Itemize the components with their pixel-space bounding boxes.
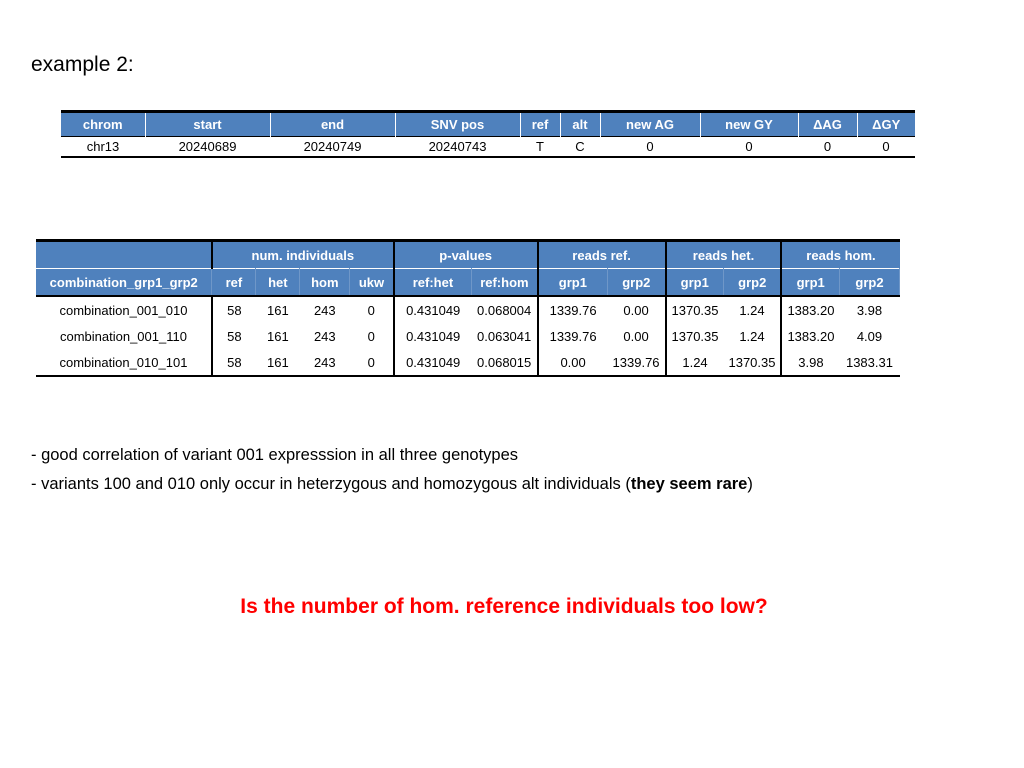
table-cell: 1383.20 <box>781 296 839 323</box>
table-cell: 243 <box>313 354 336 370</box>
column-header: ΔGY <box>857 112 915 137</box>
column-header: ref:het <box>394 269 472 297</box>
table-cell: 1383.31 <box>845 354 893 370</box>
note-variants <box>31 470 753 499</box>
table-cell: 1339.76 <box>538 296 608 323</box>
group-header-row <box>36 241 900 269</box>
table-cell: 1370.35 <box>666 296 724 323</box>
table-cell: 0 <box>798 137 857 158</box>
table-cell: C <box>560 137 600 158</box>
table-cell: 0.431049 <box>394 323 472 349</box>
group-header-reads-ref: reads ref. <box>538 241 666 269</box>
sub-header-row <box>36 269 900 297</box>
note-variants-text: - variants 100 and 010 only occur in heterzygous and homozygous alt individuals ( <box>31 475 631 493</box>
table-cell: 58 <box>227 354 242 370</box>
table-cell: 161 <box>266 328 289 344</box>
column-header: ref <box>212 269 256 297</box>
column-header: grp2 <box>724 269 782 297</box>
column-header: new AG <box>600 112 700 137</box>
table-cell: 20240743 <box>395 137 520 158</box>
column-header: chrom <box>61 112 145 137</box>
table-row <box>36 349 900 376</box>
table-cell: 161 <box>256 296 300 323</box>
table-cell: chr13 <box>61 137 145 158</box>
table-cell: 58 <box>212 296 256 323</box>
question-text: Is the number of hom. reference individuals too low? <box>240 595 768 618</box>
note-variants-emphasis: they seem rare <box>630 475 748 493</box>
column-header: start <box>145 112 270 137</box>
table-cell: 1.24 <box>666 349 724 376</box>
note-correlation: - good correlation of variant 001 expresssion in all three genotypes <box>31 446 519 464</box>
column-header: grp2 <box>608 269 666 297</box>
table-cell: 0.431049 <box>394 296 472 323</box>
table-cell: 20240749 <box>270 137 395 158</box>
column-header: grp1 <box>666 269 724 297</box>
table-cell: 0.00 <box>623 328 649 344</box>
table-cell: 1339.76 <box>538 323 608 349</box>
table-cell: 1383.20 <box>781 323 839 349</box>
combinations-table <box>36 239 900 377</box>
column-header: end <box>270 112 395 137</box>
table-cell: 0 <box>367 354 375 370</box>
table-cell: 0.431049 <box>394 349 472 376</box>
column-header: ΔAG <box>798 112 857 137</box>
table-cell: 58 <box>227 328 242 344</box>
table-cell: 0.068004 <box>472 296 538 323</box>
group-header-p-values: p-values <box>394 241 538 269</box>
table-cell: 4.09 <box>856 328 883 344</box>
column-header: alt <box>560 112 600 137</box>
table-cell: 0.00 <box>608 296 666 323</box>
table-cell: 0 <box>600 137 700 158</box>
table-cell: 1370.35 <box>728 354 776 370</box>
table-cell: 1339.76 <box>612 354 660 370</box>
combination-name: combination_010_101 <box>36 349 212 376</box>
column-header: ukw <box>350 269 394 297</box>
table-cell: 243 <box>300 296 350 323</box>
group-header-num-individuals: num. individuals <box>212 241 394 269</box>
notes-list <box>31 441 753 499</box>
column-header: grp1 <box>538 269 608 297</box>
table-cell: 161 <box>266 354 289 370</box>
column-header: new GY <box>700 112 798 137</box>
table-cell: 3.98 <box>781 349 839 376</box>
table-cell: 20240689 <box>145 137 270 158</box>
slide-heading: example 2: <box>31 53 134 76</box>
table-cell: 0.068015 <box>477 354 532 370</box>
column-header: SNV pos <box>395 112 520 137</box>
table-cell: 1.24 <box>739 328 765 344</box>
table-cell: 3.98 <box>839 296 899 323</box>
table-cell: 0 <box>857 137 915 158</box>
combination-name: combination_001_110 <box>36 323 212 349</box>
table-cell: 1.24 <box>724 296 782 323</box>
variant-info-table <box>61 110 915 158</box>
column-header: grp2 <box>839 269 899 297</box>
table-cell: 1370.35 <box>666 323 724 349</box>
column-header: combination_grp1_grp2 <box>36 269 212 297</box>
table-cell: 0.063041 <box>477 328 532 344</box>
column-header: het <box>256 269 300 297</box>
table-row <box>36 323 900 349</box>
table-cell: 0.00 <box>538 349 608 376</box>
group-header-reads-het: reads het. <box>666 241 782 269</box>
note-variants-close: ) <box>747 475 753 493</box>
table-cell: 0 <box>367 328 375 344</box>
group-header-reads-hom: reads hom. <box>781 241 899 269</box>
variant-table-header-row <box>61 112 915 137</box>
combination-name: combination_001_010 <box>36 296 212 323</box>
column-header: hom <box>300 269 350 297</box>
table-cell: 0 <box>700 137 798 158</box>
table-cell: T <box>520 137 560 158</box>
column-header: ref <box>520 112 560 137</box>
table-cell: 0 <box>350 296 394 323</box>
column-header: grp1 <box>781 269 839 297</box>
empty-header-cell <box>36 241 212 269</box>
table-cell: 243 <box>313 328 336 344</box>
table-row <box>61 137 915 158</box>
column-header: ref:hom <box>472 269 538 297</box>
table-row <box>36 296 900 323</box>
